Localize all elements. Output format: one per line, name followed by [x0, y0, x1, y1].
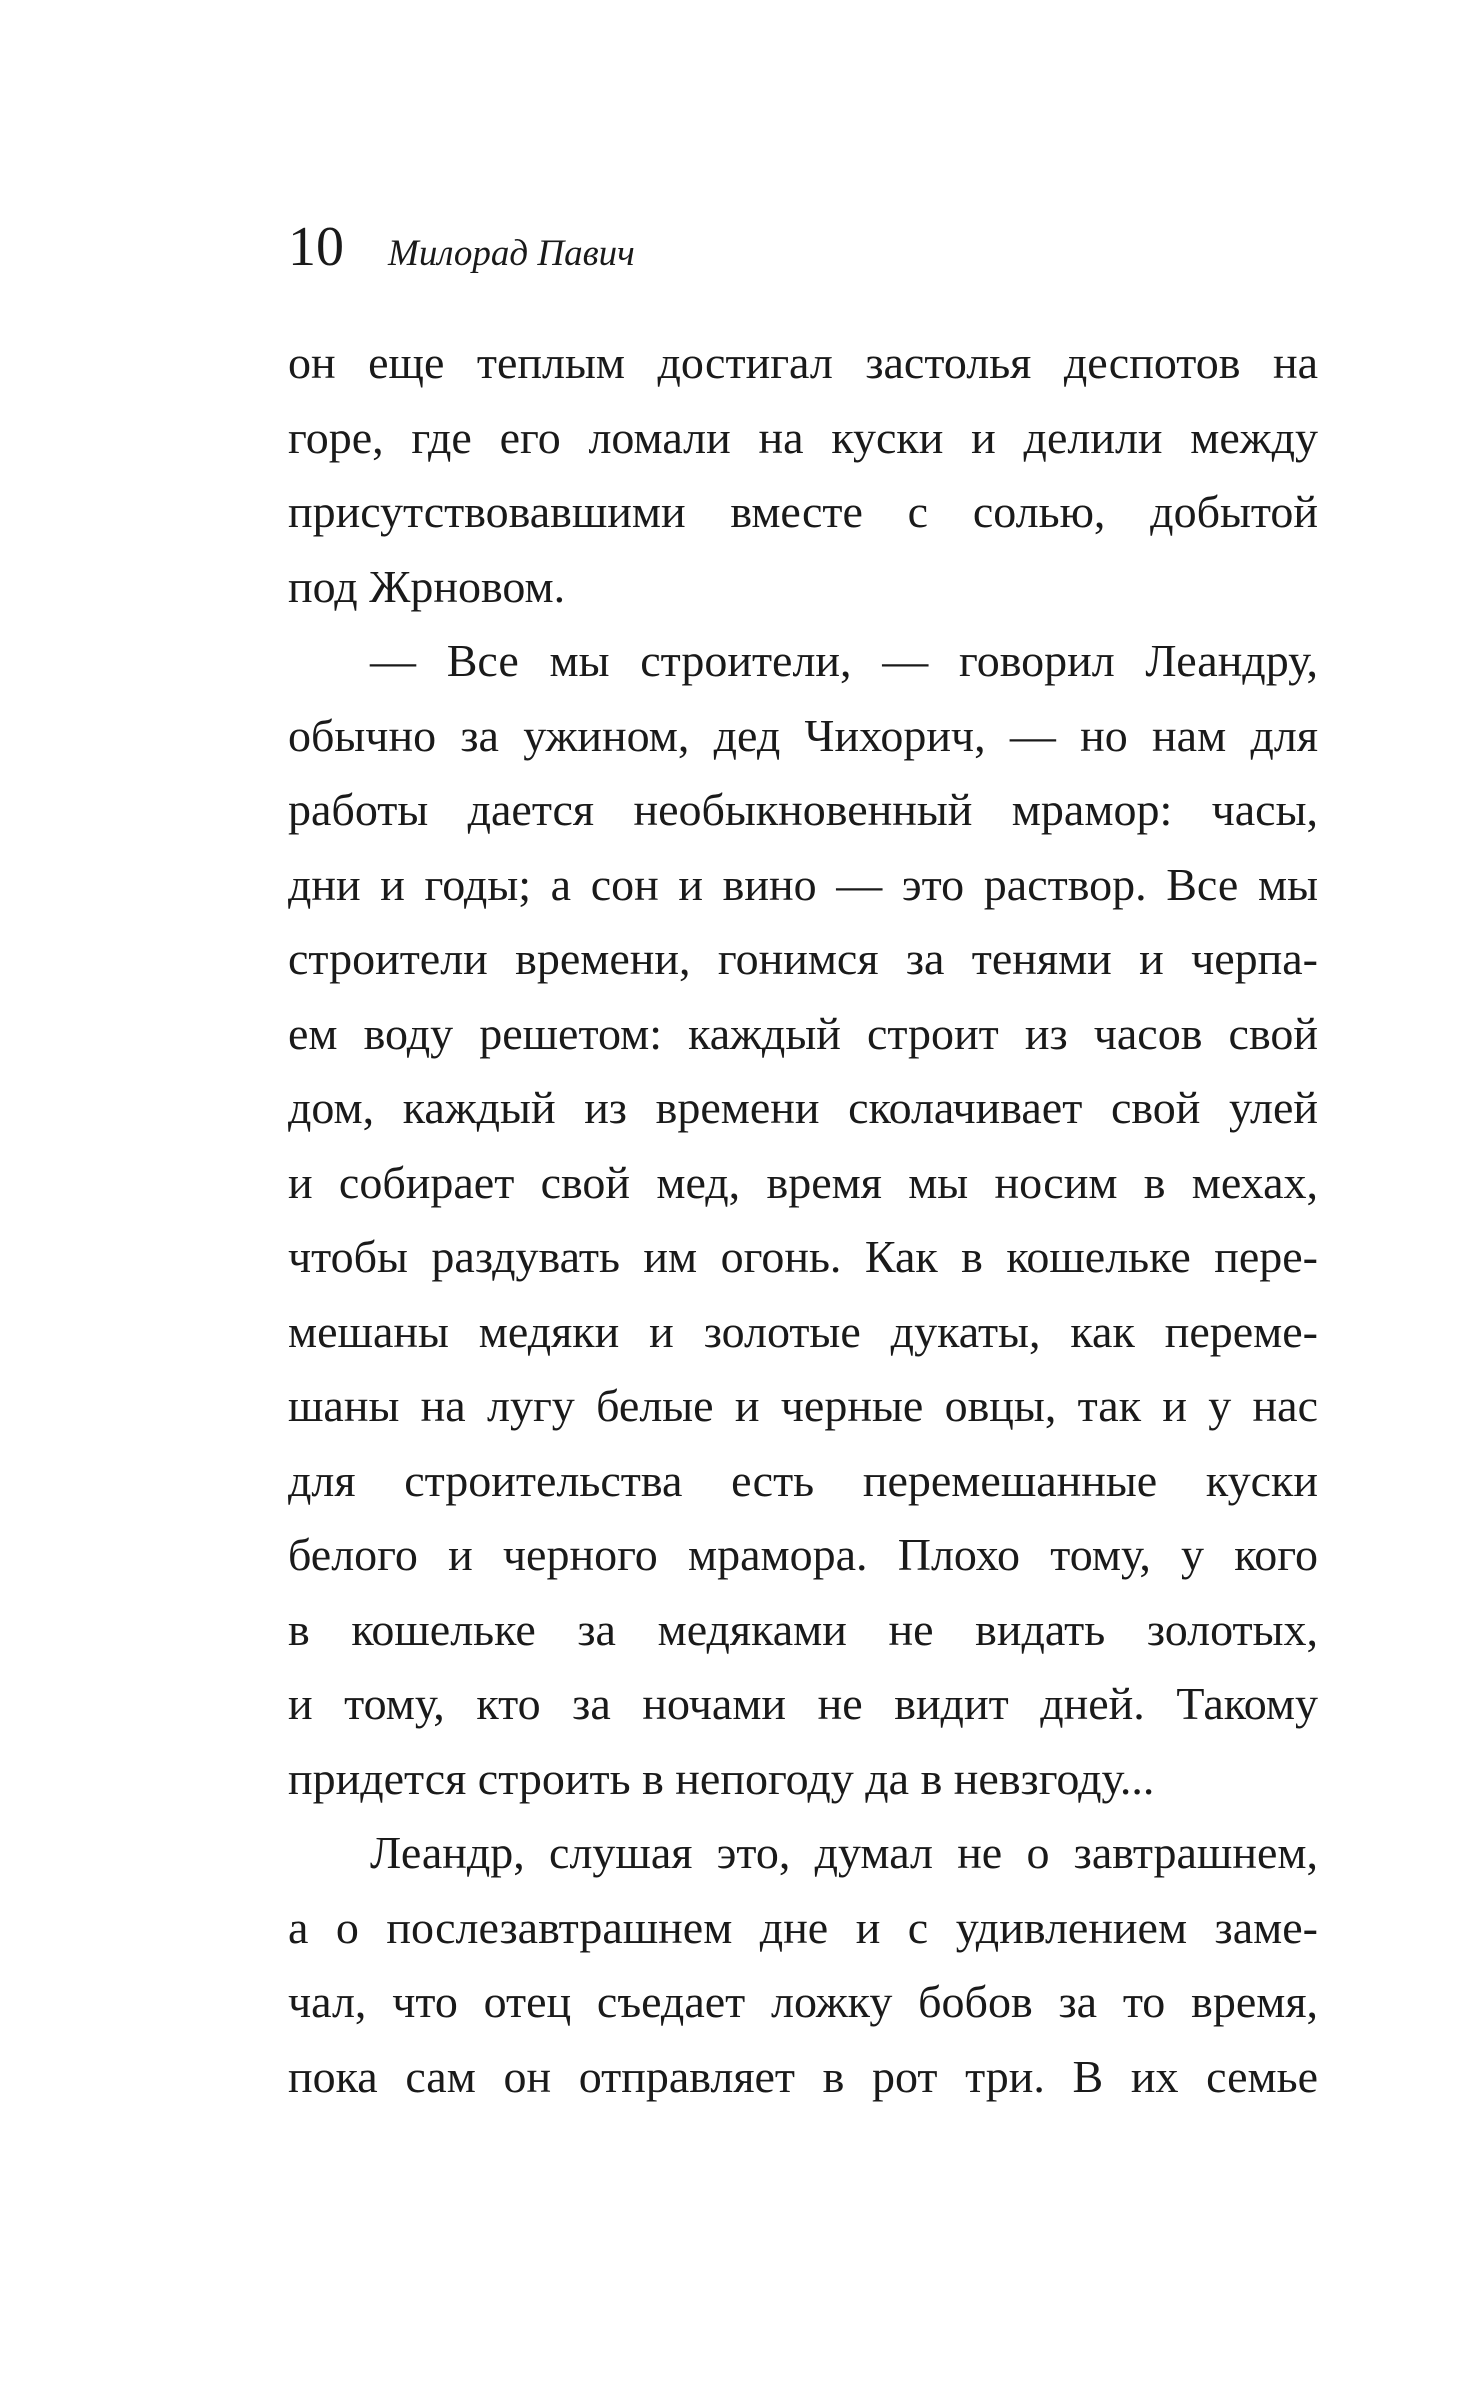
text-line: дни и годы; а сон и вино — это раствор. Все мы	[288, 858, 1318, 910]
text-line: белого и черного мрамора. Плохо тому, у кого	[288, 1529, 1318, 1580]
paragraph	[288, 624, 1318, 1816]
text-line: ем воду решетом: каждый строит из часов свой	[288, 1007, 1318, 1059]
text-line: присутствовавшими вместе с солью, добытой	[288, 486, 1318, 537]
text-line: чтобы раздувать им огонь. Как в кошельке пере-	[288, 1231, 1318, 1282]
text-line: чал, что отец съедает ложку бобов за то время,	[288, 1976, 1318, 2027]
paragraph	[288, 1816, 1318, 2114]
body-text	[288, 326, 1318, 2114]
text-line: под Жрновом.	[288, 560, 566, 612]
text-line: он еще теплым достигал застолья деспотов на	[288, 337, 1318, 388]
text-line: дом, каждый из времени сколачивает свой улей	[288, 1082, 1318, 1133]
text-line: в кошельке за медяками не видать золотых,	[288, 1603, 1318, 1655]
text-line: пока сам он отправляет в рот три. В их семье	[288, 2050, 1318, 2102]
text-line: строители времени, гонимся за тенями и черпа-	[288, 933, 1318, 984]
text-line: горе, где его ломали на куски и делили между	[288, 411, 1318, 463]
author-name: Милорад Павич	[388, 233, 635, 274]
text-line: а о послезавтрашнем дне и с удивлением заме-	[288, 1901, 1318, 1953]
text-line: — Все мы строители, — говорил Леандру,	[370, 635, 1318, 686]
text-line: придется строить в непогоду да в невзгоду...	[288, 1752, 1155, 1804]
text-line: работы дается необыкновенный мрамор: часы,	[288, 784, 1318, 835]
text-line: и собирает свой мед, время мы носим в мехах,	[288, 1156, 1318, 1208]
paragraph	[288, 326, 1318, 624]
text-line: для строительства есть перемешанные куски	[288, 1454, 1318, 1506]
page-number: 10	[288, 216, 344, 278]
running-head	[288, 212, 635, 282]
text-line: мешаны медяки и золотые дукаты, как переме-	[288, 1305, 1318, 1357]
text-line: обычно за ужином, дед Чихорич, — но нам для	[288, 709, 1318, 761]
text-line: и тому, кто за ночами не видит дней. Такому	[288, 1678, 1318, 1729]
text-line: шаны на лугу белые и черные овцы, так и у нас	[288, 1380, 1318, 1431]
text-line: Леандр, слушая это, думал не о завтрашнем,	[370, 1827, 1318, 1878]
